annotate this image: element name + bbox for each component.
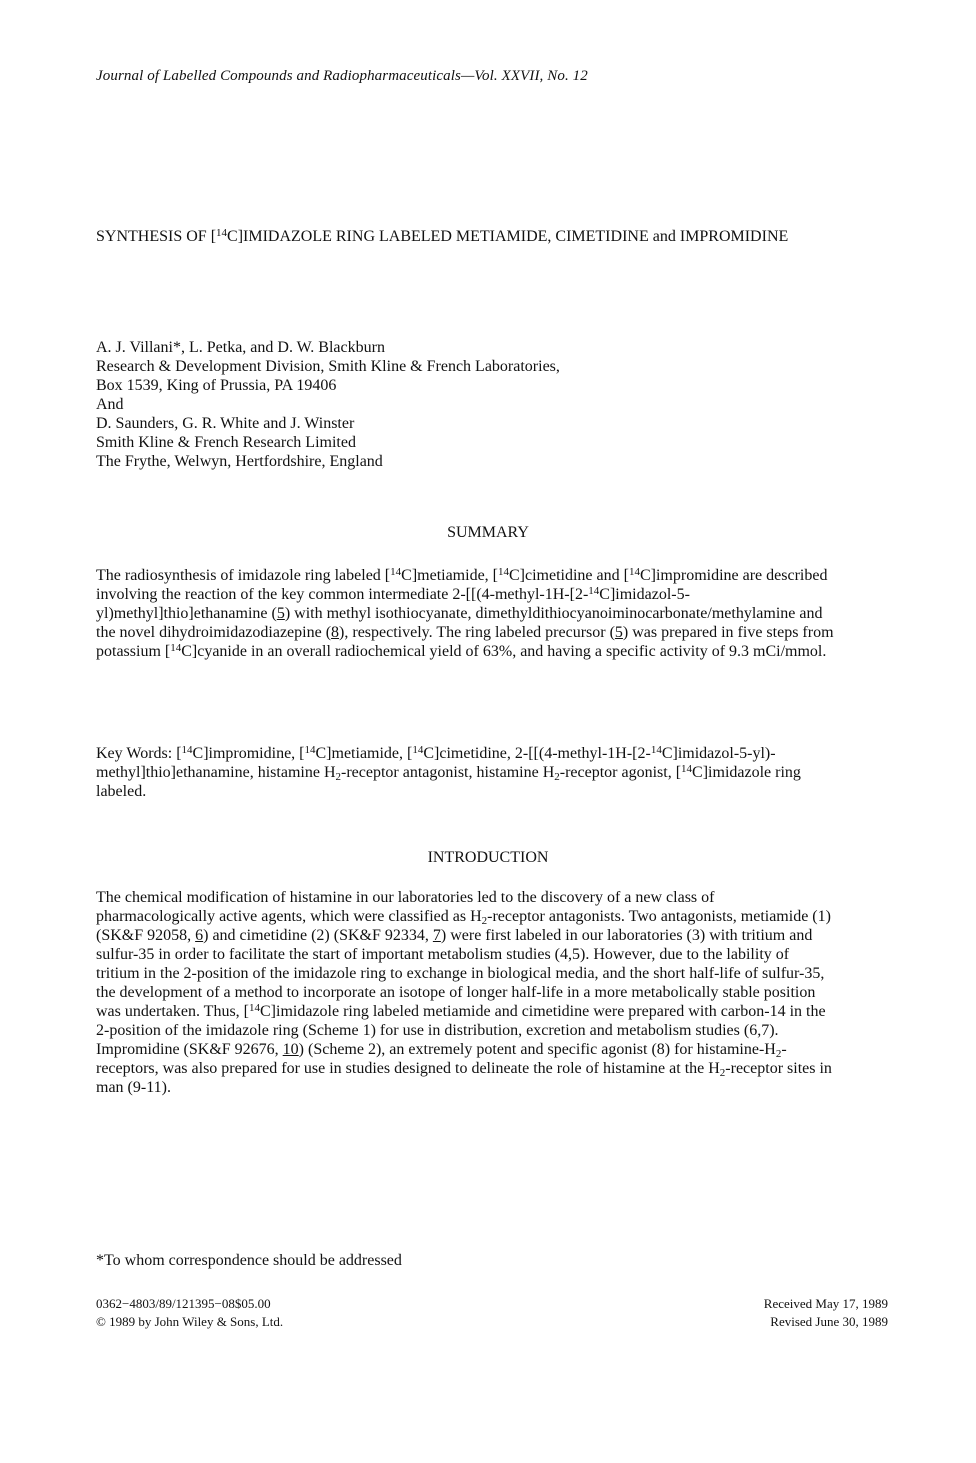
author-separator: And — [96, 396, 124, 413]
correspondence-footnote: *To whom correspondence should be addressed — [96, 1252, 402, 1269]
affiliation-line: The Frythe, Welwyn, Hertfordshire, England — [96, 453, 383, 470]
compound-ref-10: 10 — [282, 1041, 299, 1058]
affiliation-line: Box 1539, King of Prussia, PA 19406 — [96, 377, 337, 394]
affiliation-line: Smith Kline & French Research Limited — [96, 434, 356, 451]
summary-paragraph: The radiosynthesis of imidazole ring labeled [$^{14}$C]metiamide, [$^{14}$C]cimetidine and [$^{14}$C]impromidine are described involving the reaction of the key common intermediate 2-[[(4-methyl-1H-[2-$^{14}$C]imidazol-5-yl)methyl]thio]ethanamine (5) with methyl isothiocyanate, dimethyldithiocyanoiminocarbonate/methylamine and the novel dihydroimidazodiazepine (8), respectively. The ring labeled precursor (5) was prepared in five steps from potassium [$^{14}$C]cyanide in an overall radiochemical yield of 63%, and having a specific activity of 9.3 mCi/mmol. — [96, 566, 834, 660]
summary-heading: SUMMARY — [447, 524, 529, 541]
copyright-block — [96, 1295, 283, 1331]
author-line: A. J. Villani*, L. Petka, and D. W. Blackburn — [96, 339, 385, 356]
affiliation-line: Research & Development Division, Smith Kline & French Laboratories, — [96, 358, 560, 375]
keywords-paragraph: Key Words: [$^{14}$C]impromidine, [$^{14}$C]metiamide, [$^{14}$C]cimetidine, 2-[[(4-methyl-1H-[2-$^{14}$C]imidazol-5-yl)-methyl]thio]ethanamine, histamine $H_2$-receptor antagonist, histamine $H_2$-receptor agonist, [$^{14}$C]imidazole ring labeled. — [96, 744, 801, 800]
compound-ref-6: 6 — [195, 927, 204, 944]
compound-ref-5: 5 — [614, 624, 623, 641]
compound-ref-5: 5 — [276, 605, 285, 622]
running-head: Journal of Labelled Compounds and Radiopharmaceuticals—Vol. XXVII, No. 12 — [96, 68, 588, 84]
author-line: D. Saunders, G. R. White and J. Winster — [96, 415, 355, 432]
compound-ref-8: 8 — [331, 624, 340, 641]
revised-date: Revised June 30, 1989 — [770, 1314, 888, 1329]
compound-ref-7: 7 — [432, 927, 441, 944]
title-text-continued: C]IMIDAZOLE RING LABELED METIAMIDE, CIMETIDINE and IMPROMIDINE — [227, 228, 789, 245]
article-title — [96, 227, 836, 246]
received-date: Received May 17, 1989 — [763, 1296, 888, 1311]
author-block — [96, 338, 856, 471]
received-dates — [764, 1295, 888, 1331]
introduction-paragraph: The chemical modification of histamine in our laboratories led to the discovery of a new class of pharmacologically active agents, which were classified as $H_2$-receptor antagonists. Two antagonists, metiamide (1) (SK&F 92058, 6) and cimetidine (2) (SK&F 92334, 7) were first labeled in our laboratories (3) with tritium and sulfur-35 in order to facilitate the start of important metabolism studies (4,5). However, due to the lability of tritium in the 2-position of the imidazole ring to exchange in biological media, and the short half-life of sulfur-35, the development of a method to incorporate an isotope of longer half-life in a more metabolically stable position was undertaken. Thus, [$^{14}$C]imidazole ring labeled metiamide and cimetidine were prepared with carbon-14 in the 2-position of the imidazole ring (Scheme 1) for use in distribution, excretion and metabolism studies (6,7). Impromidine (SK&F 92676, 10) (Scheme 2), an extremely potent and specific agonist (8) for histamine-$H_2$-receptors, was also prepared for use in studies designed to delineate the role of histamine at the $H_2$-receptor sites in man (9-11). — [96, 889, 832, 1096]
issn-code: 0362−4803/89/121395−08$05.00 — [96, 1296, 271, 1311]
title-superscript: 14 — [216, 227, 228, 239]
title-text: SYNTHESIS OF [ — [96, 228, 217, 245]
copyright-line: © 1989 by John Wiley & Sons, Ltd. — [96, 1314, 284, 1329]
introduction-heading: INTRODUCTION — [427, 849, 549, 866]
